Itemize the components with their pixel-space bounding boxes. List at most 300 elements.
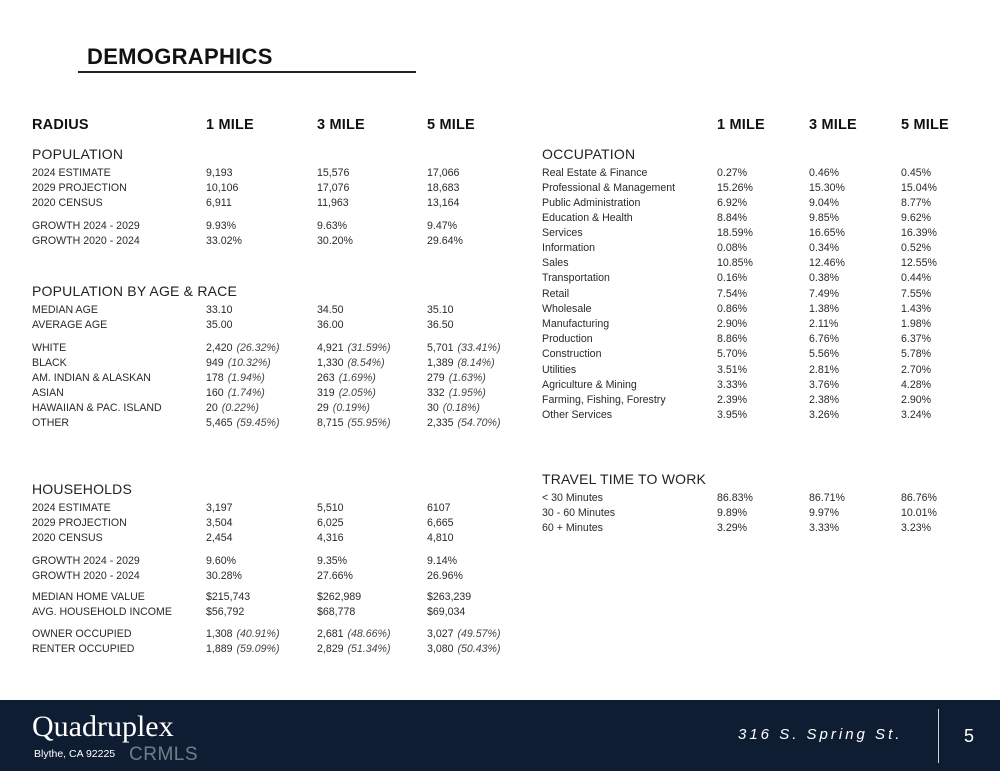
left-row-cell (427, 606, 465, 619)
left-row-cell (427, 532, 454, 545)
left-row-cell-percent: (1.95%) (448, 387, 486, 399)
right-row-label-value: Education & Health (542, 212, 633, 224)
right-row-label (542, 379, 637, 392)
left-row-label (32, 387, 64, 400)
left-row-cell-value: 9.93% (206, 220, 237, 232)
right-row-label (542, 182, 675, 195)
left-row-cell-value: 1,389 (427, 357, 454, 369)
left-row-cell (317, 372, 376, 385)
right-row-label (542, 257, 569, 270)
right-row-label (542, 364, 576, 377)
left-row-cell (317, 387, 376, 400)
left-row-label (32, 304, 98, 317)
right-row-cell-value: 10.01% (901, 507, 937, 519)
left-col-1-mile-header: 1 MILE (206, 117, 254, 133)
crmls-watermark: CRMLS (129, 744, 199, 765)
right-row-label-value: Utilities (542, 364, 577, 376)
right-row-cell (717, 303, 747, 316)
right-row-label (542, 333, 593, 346)
left-row-cell (427, 643, 501, 656)
right-row-cell (901, 303, 931, 316)
right-row-cell (901, 212, 931, 225)
right-row-cell (809, 333, 839, 346)
left-col-3-mile-header: 3 MILE (317, 117, 365, 133)
right-row-label (542, 303, 591, 316)
left-row-cell-value: 33.10 (206, 304, 233, 316)
left-row-label-value: 2020 CENSUS (32, 197, 103, 209)
left-row-label (32, 502, 111, 515)
left-row-label-value: BLACK (32, 357, 67, 369)
population-heading: POPULATION (32, 146, 124, 162)
title-underline (78, 71, 416, 73)
left-row-cell-percent: (31.59%) (347, 342, 391, 354)
right-row-cell (809, 394, 839, 407)
left-row-cell (206, 197, 232, 210)
left-row-cell (317, 591, 361, 604)
left-row-cell-value: 3,504 (206, 517, 233, 529)
left-row-cell-value: 949 (206, 357, 224, 369)
right-row-cell (717, 288, 747, 301)
left-row-label-value: 2029 PROJECTION (32, 182, 127, 194)
left-row-cell (206, 628, 280, 641)
left-row-cell (206, 555, 236, 568)
left-col-5-mile-header: 5 MILE (427, 117, 475, 133)
right-row-cell-value: 9.89% (717, 507, 748, 519)
left-row-cell (317, 197, 349, 210)
left-row-label (32, 342, 66, 355)
right-row-cell-value: 9.62% (901, 212, 932, 224)
left-row-label (32, 357, 67, 370)
left-row-cell-value: $69,034 (427, 606, 466, 618)
right-row-cell (901, 348, 931, 361)
right-row-cell-value: 5.56% (809, 348, 840, 360)
right-row-cell-value: 18.59% (717, 227, 753, 239)
left-row-label (32, 372, 151, 385)
right-row-label-value: < 30 Minutes (542, 492, 603, 504)
right-row-cell-value: 1.38% (809, 303, 840, 315)
right-row-cell-value: 1.43% (901, 303, 932, 315)
left-row-cell-value: 160 (206, 387, 224, 399)
right-row-cell (901, 522, 931, 535)
right-row-cell (717, 227, 753, 240)
right-row-cell (809, 167, 839, 180)
right-row-cell-value: 8.86% (717, 333, 748, 345)
right-row-cell-value: 0.45% (901, 167, 932, 179)
right-row-cell-value: 12.55% (901, 257, 937, 269)
right-row-label (542, 288, 569, 301)
right-row-label-value: Farming, Fishing, Forestry (542, 394, 666, 406)
right-row-label-value: Real Estate & Finance (542, 167, 648, 179)
right-col-5-mile-header: 5 MILE (901, 117, 949, 133)
page-title: DEMOGRAPHICS (87, 44, 273, 69)
left-row-label (32, 235, 140, 248)
left-row-cell-value: 319 (317, 387, 335, 399)
right-row-cell (901, 507, 937, 520)
left-row-cell-value: 18,683 (427, 182, 460, 194)
right-row-cell-value: 3.23% (901, 522, 932, 534)
right-row-label (542, 348, 601, 361)
left-row-cell (206, 235, 242, 248)
left-row-cell-percent: (8.14%) (457, 357, 495, 369)
right-row-cell (717, 492, 753, 505)
right-row-label-value: Information (542, 242, 595, 254)
right-row-cell-value: 12.46% (809, 257, 845, 269)
left-row-cell-percent: (0.18%) (442, 402, 480, 414)
left-row-cell-value: 26.96% (427, 570, 463, 582)
left-row-cell (317, 570, 353, 583)
left-row-label-value: GROWTH 2020 - 2024 (32, 235, 140, 247)
left-row-cell-value: 33.02% (206, 235, 242, 247)
left-row-cell-value: 5,510 (317, 502, 344, 514)
right-row-cell (901, 182, 937, 195)
left-row-cell-percent: (51.34%) (347, 643, 391, 655)
right-row-cell-value: 5.70% (717, 348, 748, 360)
right-row-cell (809, 507, 839, 520)
left-row-label (32, 555, 140, 568)
left-row-cell (206, 220, 236, 233)
left-row-cell (317, 517, 344, 530)
left-row-cell-value: 1,889 (206, 643, 233, 655)
left-row-label-value: HAWAIIAN & PAC. ISLAND (32, 402, 162, 414)
right-row-cell (809, 318, 838, 331)
right-row-cell-value: 0.16% (717, 272, 748, 284)
brand-location: Blythe, CA 92225 (34, 748, 116, 760)
left-row-cell-value: 13,164 (427, 197, 460, 209)
left-row-cell (206, 502, 233, 515)
left-row-cell-percent: (54.70%) (457, 417, 501, 429)
page-number: 5 (964, 726, 975, 746)
right-row-label (542, 522, 603, 535)
left-row-cell (317, 182, 349, 195)
right-row-cell (901, 364, 931, 377)
right-row-cell-value: 9.04% (809, 197, 840, 209)
right-row-cell (901, 409, 931, 422)
right-row-label (542, 507, 615, 520)
left-row-cell-value: 36.50 (427, 319, 454, 331)
left-row-cell-value: 35.00 (206, 319, 233, 331)
right-row-label (542, 167, 647, 180)
right-row-label (542, 242, 595, 255)
right-row-label-value: Transportation (542, 272, 610, 284)
left-row-cell (317, 606, 355, 619)
right-row-cell (717, 507, 747, 520)
left-row-cell (317, 357, 385, 370)
radius-header: RADIUS (32, 117, 89, 133)
left-row-cell (206, 643, 280, 656)
right-row-label-value: 30 - 60 Minutes (542, 507, 616, 519)
right-row-label (542, 409, 612, 422)
left-row-label-value: AM. INDIAN & ALASKAN (32, 372, 151, 384)
left-row-cell-value: 9.47% (427, 220, 458, 232)
right-row-cell-value: 9.85% (809, 212, 840, 224)
right-row-cell (717, 212, 747, 225)
left-row-cell-value: 4,921 (317, 342, 344, 354)
left-row-label-value: GROWTH 2024 - 2029 (32, 555, 140, 567)
occupation-heading: OCCUPATION (542, 146, 636, 162)
left-row-cell-percent: (1.63%) (448, 372, 486, 384)
right-row-cell-value: 2.70% (901, 364, 932, 376)
right-row-cell (809, 242, 839, 255)
right-row-cell-value: 3.33% (717, 379, 748, 391)
left-row-cell (206, 402, 259, 415)
right-row-cell (717, 257, 753, 270)
left-row-cell (206, 591, 250, 604)
left-row-label (32, 517, 127, 530)
left-row-cell-value: 2,681 (317, 628, 344, 640)
right-row-cell-value: 2.90% (717, 318, 748, 330)
right-row-cell (809, 522, 839, 535)
left-row-cell-value: 3,197 (206, 502, 233, 514)
left-row-label-value: OWNER OCCUPIED (32, 628, 132, 640)
left-row-cell-value: 4,810 (427, 532, 454, 544)
right-row-label-value: Services (542, 227, 583, 239)
right-row-cell (901, 242, 931, 255)
left-row-cell (427, 304, 454, 317)
right-row-cell (717, 522, 747, 535)
age-race-heading: POPULATION BY AGE & RACE (32, 283, 238, 299)
left-row-cell-value: 1,330 (317, 357, 344, 369)
left-row-label (32, 532, 103, 545)
right-row-cell-value: 2.38% (809, 394, 840, 406)
left-row-cell-percent: (1.94%) (227, 372, 265, 384)
left-row-label (32, 570, 140, 583)
left-row-cell-value: 9.60% (206, 555, 237, 567)
left-row-label (32, 319, 107, 332)
right-row-cell (809, 288, 839, 301)
right-row-label-value: Wholesale (542, 303, 592, 315)
right-row-label-value: Retail (542, 288, 570, 300)
left-row-cell-value: 2,829 (317, 643, 344, 655)
left-row-label-value: 2020 CENSUS (32, 532, 103, 544)
right-row-cell-value: 86.83% (717, 492, 753, 504)
left-row-cell-value: 332 (427, 387, 445, 399)
left-row-cell (317, 304, 344, 317)
left-row-label (32, 606, 172, 619)
left-row-cell-value: 35.10 (427, 304, 454, 316)
left-row-label-value: WHITE (32, 342, 67, 354)
left-row-cell (206, 372, 265, 385)
left-row-cell (206, 357, 271, 370)
left-row-cell-percent: (59.45%) (236, 417, 280, 429)
left-row-label (32, 628, 131, 641)
right-row-cell-value: 0.34% (809, 242, 840, 254)
right-row-cell (809, 364, 839, 377)
left-row-cell (427, 357, 495, 370)
left-row-label (32, 643, 134, 656)
left-row-label (32, 220, 140, 233)
right-row-cell (901, 167, 931, 180)
left-row-cell (317, 502, 344, 515)
right-row-cell (901, 288, 931, 301)
left-row-cell (317, 319, 344, 332)
right-row-cell (901, 257, 937, 270)
right-row-cell (809, 379, 839, 392)
right-row-cell (901, 272, 931, 285)
right-row-cell (901, 379, 931, 392)
property-address: 316 S. Spring St. (738, 726, 903, 743)
right-row-cell-value: 2.81% (809, 364, 840, 376)
left-row-label (32, 402, 162, 415)
left-row-label-value: 2024 ESTIMATE (32, 167, 111, 179)
left-row-label (32, 182, 127, 195)
left-row-cell-percent: (1.74%) (227, 387, 265, 399)
left-row-cell-value: 3,027 (427, 628, 454, 640)
left-row-cell (427, 182, 459, 195)
right-row-label (542, 394, 666, 407)
left-row-label-value: RENTER OCCUPIED (32, 643, 135, 655)
right-row-cell (717, 167, 747, 180)
left-row-cell-value: 17,076 (317, 182, 350, 194)
left-row-cell (427, 591, 471, 604)
right-row-cell (901, 333, 931, 346)
right-row-cell (717, 364, 747, 377)
left-row-cell (427, 570, 463, 583)
right-row-cell (809, 257, 845, 270)
left-row-label-value: 2024 ESTIMATE (32, 502, 111, 514)
left-row-cell-percent: (26.32%) (236, 342, 280, 354)
right-row-cell-value: 2.39% (717, 394, 748, 406)
right-row-cell (809, 409, 839, 422)
right-row-label (542, 227, 583, 240)
households-heading: HOUSEHOLDS (32, 481, 133, 497)
left-row-label-value: GROWTH 2024 - 2029 (32, 220, 140, 232)
right-row-cell-value: 7.49% (809, 288, 840, 300)
left-row-cell (317, 417, 391, 430)
left-row-cell-value: 5,701 (427, 342, 454, 354)
left-row-label-value: OTHER (32, 417, 70, 429)
left-row-label-value: 2029 PROJECTION (32, 517, 127, 529)
right-row-cell (717, 394, 747, 407)
left-row-cell (206, 417, 280, 430)
right-row-cell-value: 2.11% (809, 318, 839, 330)
right-row-cell (717, 197, 747, 210)
left-row-cell (427, 417, 501, 430)
left-row-cell-value: 279 (427, 372, 445, 384)
left-row-cell-value: 30.28% (206, 570, 242, 582)
right-row-cell (901, 492, 937, 505)
left-row-cell (317, 532, 344, 545)
left-row-cell (317, 167, 349, 180)
left-row-cell-value: 36.00 (317, 319, 344, 331)
left-row-cell-value: 6107 (427, 502, 451, 514)
left-row-cell-percent: (0.22%) (221, 402, 259, 414)
right-row-cell-value: 2.90% (901, 394, 932, 406)
left-row-cell-value: 30.20% (317, 235, 353, 247)
left-row-cell-percent: (10.32%) (227, 357, 271, 369)
left-row-cell (206, 517, 233, 530)
left-row-cell-value: 9.14% (427, 555, 458, 567)
right-row-cell (717, 318, 747, 331)
left-row-cell-value: 6,665 (427, 517, 454, 529)
left-row-cell-percent: (50.43%) (457, 643, 501, 655)
left-row-cell-value: $56,792 (206, 606, 245, 618)
left-row-cell (427, 167, 459, 180)
left-row-cell-value: 10,106 (206, 182, 239, 194)
left-row-cell-percent: (0.19%) (332, 402, 370, 414)
right-row-cell (809, 348, 839, 361)
left-row-cell (427, 319, 454, 332)
travel-time-heading: TRAVEL TIME TO WORK (542, 471, 707, 487)
left-row-cell (206, 570, 242, 583)
left-row-cell-value: 29 (317, 402, 329, 414)
right-row-cell-value: 4.28% (901, 379, 932, 391)
left-row-label-value: GROWTH 2020 - 2024 (32, 570, 140, 582)
right-row-cell-value: 86.76% (901, 492, 937, 504)
right-row-cell (717, 333, 747, 346)
left-row-cell (427, 342, 501, 355)
left-row-cell-value: 3,080 (427, 643, 454, 655)
right-row-cell (717, 409, 747, 422)
left-row-cell (427, 372, 486, 385)
left-row-cell (206, 319, 233, 332)
right-row-label-value: Production (542, 333, 593, 345)
right-row-cell-value: 6.37% (901, 333, 932, 345)
left-row-cell-value: 6,025 (317, 517, 344, 529)
left-row-cell-value: 1,308 (206, 628, 233, 640)
right-col-1-mile-header: 1 MILE (717, 117, 765, 133)
left-row-cell-percent: (33.41%) (457, 342, 501, 354)
right-row-cell-value: 6.92% (717, 197, 748, 209)
left-row-cell (206, 387, 265, 400)
right-row-cell-value: 9.97% (809, 507, 840, 519)
right-row-cell-value: 5.78% (901, 348, 932, 360)
footer-divider (938, 709, 939, 763)
left-row-cell-value: 20 (206, 402, 218, 414)
right-row-cell-value: 16.39% (901, 227, 937, 239)
left-row-cell-percent: (55.95%) (347, 417, 391, 429)
left-row-cell (427, 517, 454, 530)
right-row-cell (717, 272, 747, 285)
right-row-cell-value: 7.55% (901, 288, 932, 300)
left-row-cell-value: 9.63% (317, 220, 348, 232)
left-row-cell (206, 167, 233, 180)
right-row-cell (809, 303, 839, 316)
left-row-cell (317, 220, 347, 233)
right-row-cell-value: 7.54% (717, 288, 748, 300)
right-row-cell (717, 348, 747, 361)
left-row-cell (427, 555, 457, 568)
left-row-label (32, 167, 111, 180)
left-row-cell-value: 9.35% (317, 555, 348, 567)
right-row-cell (809, 227, 845, 240)
left-row-cell (317, 342, 391, 355)
left-row-cell (317, 402, 370, 415)
left-row-cell (317, 643, 391, 656)
right-row-cell-value: 0.27% (717, 167, 748, 179)
left-row-cell-percent: (49.57%) (457, 628, 501, 640)
right-row-cell-value: 3.95% (717, 409, 748, 421)
right-row-cell (809, 182, 845, 195)
right-row-label-value: Manufacturing (542, 318, 610, 330)
right-row-label (542, 318, 609, 331)
left-row-label-value: AVG. HOUSEHOLD INCOME (32, 606, 172, 618)
right-row-cell-value: 6.76% (809, 333, 840, 345)
left-row-cell-value: 30 (427, 402, 439, 414)
right-row-cell-value: 0.52% (901, 242, 932, 254)
left-row-cell (427, 220, 457, 233)
left-row-cell-value: $262,989 (317, 591, 362, 603)
right-row-cell (809, 212, 839, 225)
right-row-cell-value: 0.86% (717, 303, 748, 315)
left-row-cell-value: 15,576 (317, 167, 350, 179)
right-row-cell-value: 8.77% (901, 197, 932, 209)
right-row-cell-value: 0.38% (809, 272, 840, 284)
left-row-label-value: AVERAGE AGE (32, 319, 108, 331)
left-row-cell-percent: (8.54%) (347, 357, 385, 369)
right-row-cell-value: 16.65% (809, 227, 845, 239)
left-row-cell-value: 178 (206, 372, 224, 384)
right-row-cell-value: 15.26% (717, 182, 753, 194)
